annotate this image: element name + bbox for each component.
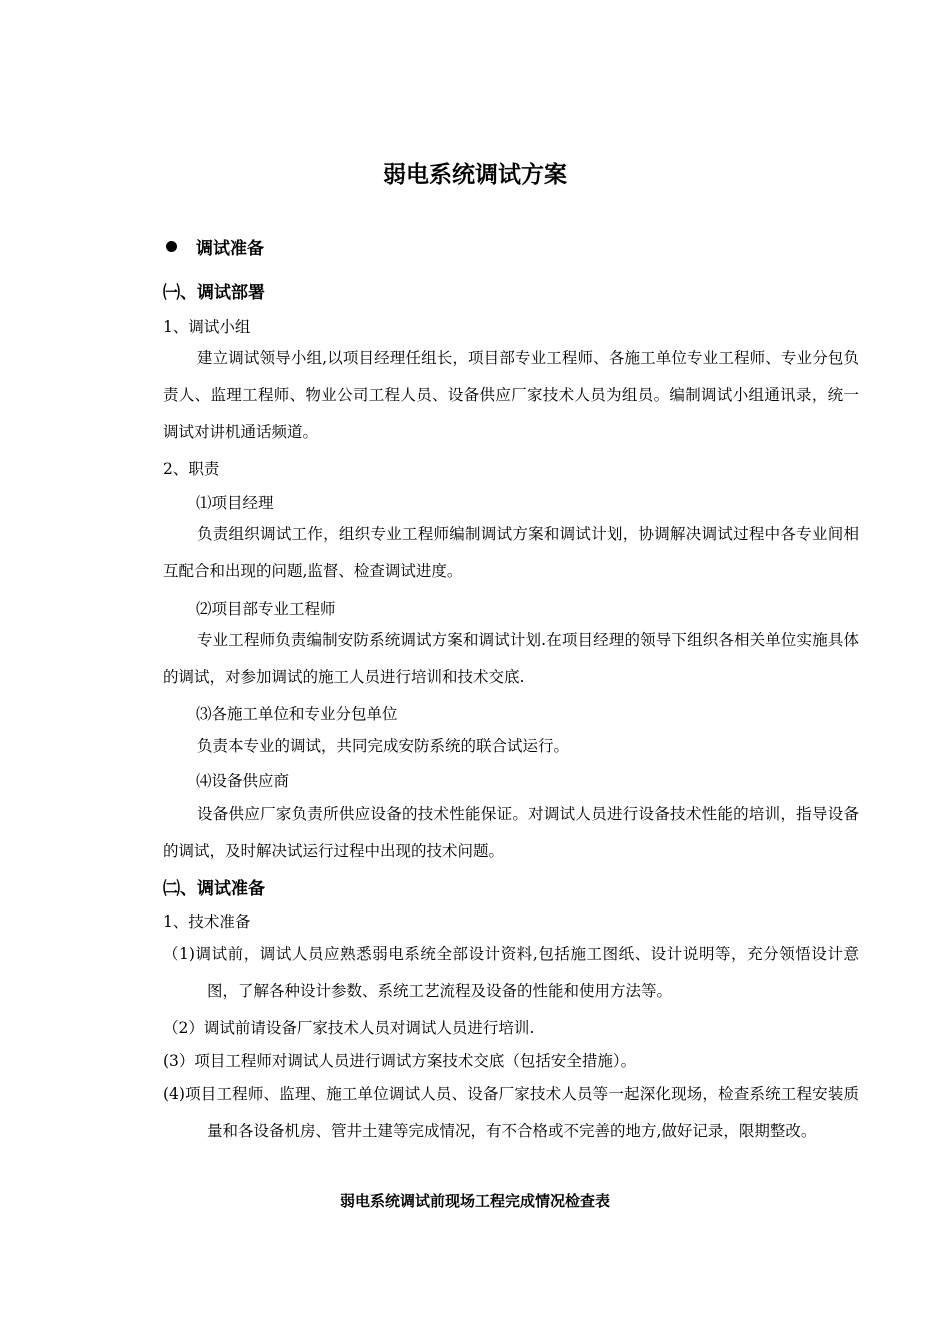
role-text-2: 专业工程师负责编制安防系统调试方案和调试计划.在项目经理的领导下组织各相关单位实施具体的调试，对参加调试的施工人员进行培训和技术交底.: [163, 631, 859, 686]
bullet-heading: 调试准备: [196, 239, 264, 259]
document-title: 弱电系统调试方案: [383, 162, 567, 188]
role-text-1: 负责组织调试工作，组织专业工程师编制调试方案和调试计划，协调解决调试过程中各专业间相互配合和出现的问题,监督、检查调试进度。: [163, 525, 859, 580]
bullet-icon: [166, 241, 177, 252]
role-text-4: 设备供应厂家负责所供应设备的技术性能保证。对调试人员进行设备技术性能的培训，指导设备的调试，及时解决试运行过程中出现的技术问题。: [163, 805, 859, 860]
step-2: （2）调试前请设备厂家技术人员对调试人员进行培训.: [163, 1019, 535, 1037]
role-label-1: ⑴项目经理: [196, 494, 274, 512]
step-3: (3）项目工程师对调试人员进行调试方案技术交底（包括安全措施）。: [163, 1052, 637, 1070]
table-title: 弱电系统调试前现场工程完成情况检查表: [339, 1192, 610, 1210]
step-1: （1)调试前，调试人员应熟悉弱电系统全部设计资料,包括施工图纸、设计说明等，充分领悟设计意图，了解各种设计参数、系统工艺流程及设备的性能和使用方法等。: [163, 945, 859, 1000]
role-label-2: ⑵项目部专业工程师: [196, 600, 336, 618]
section1-item1-text: 建立调试领导小组,以项目经理任组长，项目部专业工程师、各施工单位专业工程师、专业分包负责人、监理工程师、物业公司工程人员、设备供应厂家技术人员为组员。编制调试小组通讯录，统一调试对讲机通话频道。: [163, 349, 859, 441]
section1-heading: ㈠、调试部署: [163, 283, 265, 303]
role-label-4: ⑷设备供应商: [196, 772, 290, 790]
section1-item1-label: 1、调试小组: [163, 318, 251, 336]
section1-item2-label: 2、职责: [163, 460, 220, 478]
role-text-3: 负责本专业的调试，共同完成安防系统的联合试运行。: [197, 737, 570, 755]
section2-heading: ㈡、调试准备: [163, 879, 265, 899]
step-4: (4)项目工程师、监理、施工单位调试人员、设备厂家技术人员等一起深化现场，检查系统工程安装质量和各设备机房、管井土建等完成情况，有不合格或不完善的地方,做好记录，限期整改。: [163, 1085, 859, 1140]
section2-item1-label: 1、技术准备: [163, 913, 251, 931]
role-label-3: ⑶各施工单位和专业分包单位: [196, 705, 398, 723]
